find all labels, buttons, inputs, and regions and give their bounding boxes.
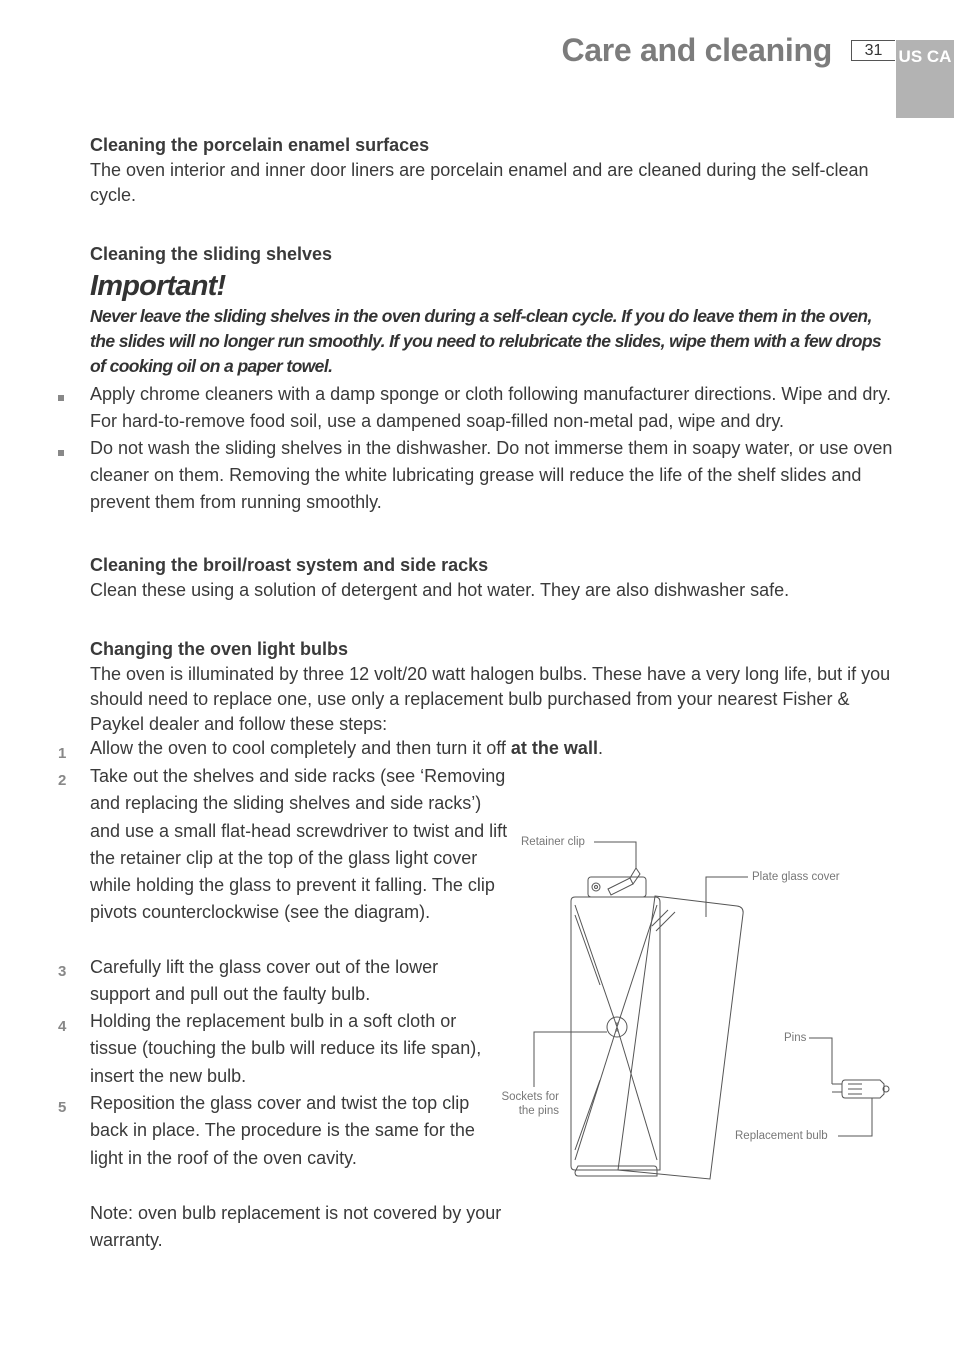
page-number: 31 <box>851 40 895 61</box>
glass-cover-shape <box>618 896 743 1179</box>
section-body: The oven interior and inner door liners are porcelain enamel and are cleaned during the self-clean cycle. <box>90 160 869 205</box>
step-number: 4 <box>58 1018 67 1035</box>
step-text-bold: at the wall <box>510 738 598 758</box>
warning-text: Never leave the sliding shelves in the oven during a self-clean cycle. If you do leave them in the oven, the slides will no longer run smoothly. If you need to relubricate the slides, wipe them with a few drops of cooking oil on a paper towel. <box>90 306 882 376</box>
bulb-replacement-diagram <box>490 820 910 1200</box>
bullet-icon <box>58 395 64 401</box>
step-text-end: . <box>597 738 603 758</box>
replacement-bulb-shape <box>832 1080 889 1098</box>
warranty-note: Note: oven bulb replacement is not covered by your warranty. <box>90 1203 502 1250</box>
step-number: 1 <box>58 745 67 762</box>
list-item: Apply chrome cleaners with a damp sponge or cloth following manufacturer directions. Wipe and dry. For hard-to-remove food soil, use a dampened soap-filled non-metal pad, wipe and dry. <box>90 384 892 431</box>
list-item: Do not wash the sliding shelves in the dishwasher. Do not immerse them in soapy water, or use oven cleaner on them. Removing the white lubricating grease will reduce the life of the shelf slides and prevent them from running smoothly. <box>90 438 893 512</box>
retainer-clip-shape <box>588 877 646 897</box>
section-heading: Changing the oven light bulbs <box>90 639 348 659</box>
step-number: 3 <box>58 963 67 980</box>
step-text-part: Allow the oven to cool completely and then turn it off <box>90 738 511 758</box>
section-body: The oven is illuminated by three 12 volt/20 watt halogen bulbs. These have a very long life, but if you should need to replace one, use only a replacement bulb purchased from your nearest Fisher & Paykel dealer and follow these steps: <box>90 664 891 734</box>
label-sockets-line1: Sockets for <box>501 1091 559 1103</box>
step-text: Carefully lift the glass cover out of the lower support and pull out the faulty bulb. <box>90 957 439 1005</box>
section-broil <box>90 553 902 603</box>
section-heading: Cleaning the porcelain enamel surfaces <box>90 135 430 155</box>
label-plate-glass-cover: Plate glass cover <box>752 871 840 883</box>
section-shelves <box>90 242 902 267</box>
section-heading: Cleaning the broil/roast system and side racks <box>90 555 489 575</box>
label-replacement-bulb: Replacement bulb <box>735 1130 828 1142</box>
step-text: Holding the replacement bulb in a soft cloth or tissue (touching the bulb will reduce its life span), insert the new bulb. <box>90 1011 482 1086</box>
page-title: Care and cleaning <box>561 32 832 68</box>
section-heading: Cleaning the sliding shelves <box>90 244 333 264</box>
important-label: Important! <box>90 270 226 302</box>
lower-support-shape <box>575 1166 657 1176</box>
section-bulbs <box>90 637 902 737</box>
step-text: Reposition the glass cover and twist the top clip back in place. The procedure is the same for the light in the roof of the oven cavity. <box>90 1093 475 1168</box>
region-tab: US CA <box>896 40 954 118</box>
section-porcelain <box>90 133 902 208</box>
bullet-icon <box>58 450 64 456</box>
label-pins: Pins <box>784 1032 807 1044</box>
label-sockets-line2: the pins <box>518 1105 559 1117</box>
step-number: 2 <box>58 772 67 789</box>
step-number: 5 <box>58 1099 67 1116</box>
label-retainer-clip: Retainer clip <box>521 836 585 848</box>
step-text: Take out the shelves and side racks (see ‘Removing and replacing the sliding shelves and side racks’) and use a small flat-head screwdriver to twist and lift the retainer clip at the top of the glass light cover while holding the glass to prevent it falling. The clip pivots counterclockwise (see the diagram). <box>90 766 508 923</box>
section-body: Clean these using a solution of detergent and hot water. They are also dishwasher safe. <box>90 580 790 600</box>
step-text <box>90 735 790 762</box>
